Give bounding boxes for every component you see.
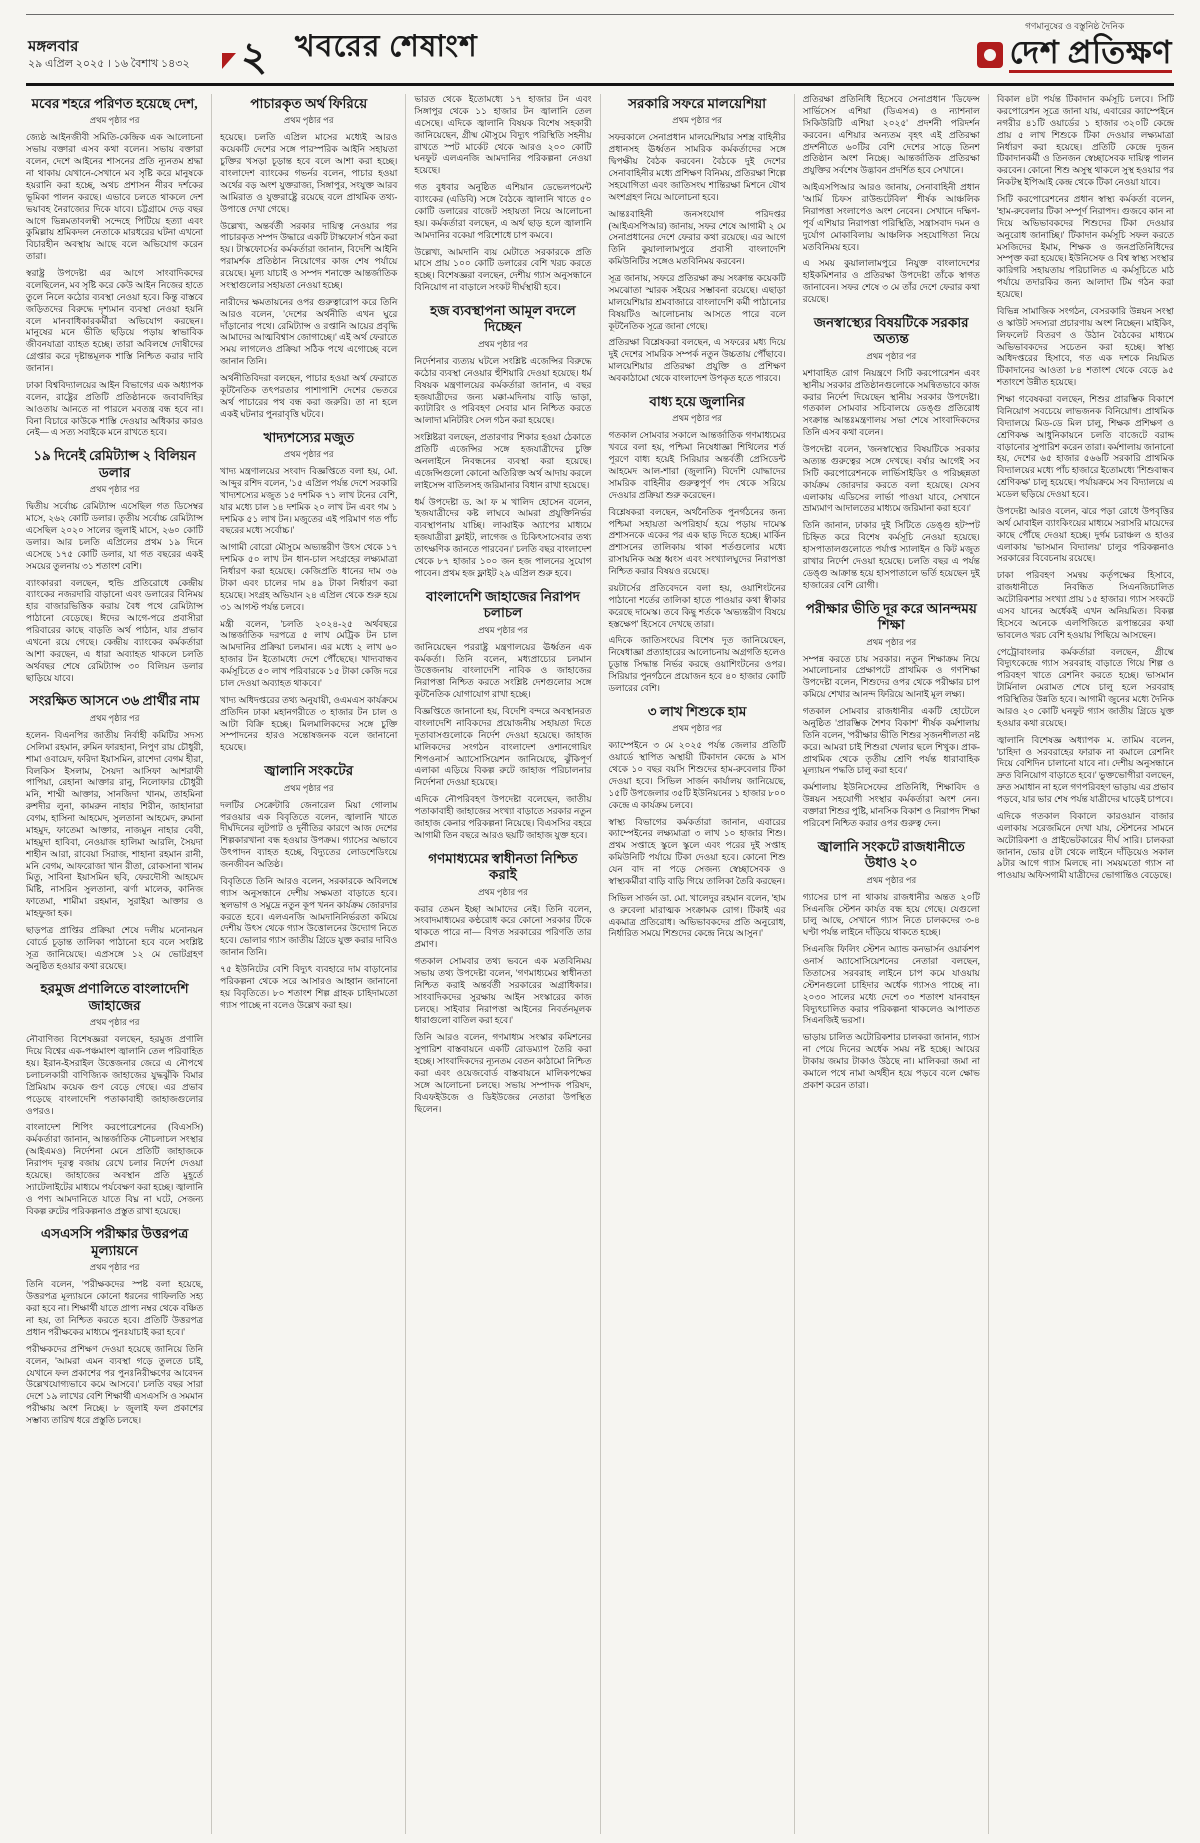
article-paragraph: আইএসপিআর আরও জানায়, সেনাবাহিনী প্রধান 'আর্মি চিফস রাউন্ডটেবিল' শীর্ষক আঞ্চলিক নিরাপত্তা সংলাপেও অংশ নেবেন। সেখানে দক্ষিণ-পূর্ব এশিয়ার নিরাপত্তা পরিস্থিতি, সন্ত্রাসবাদ দমন ও দুর্যোগ মোকাবিলায় আঞ্চলিক সহযোগিতা নিয়ে মতবিনিময় হবে। [802, 182, 980, 252]
article-headline: খাদ্যশস্যের মজুত [263, 429, 355, 445]
article-paragraph: জ্বালানি বিশেষজ্ঞ অধ্যাপক ম. তামিম বলেন, 'চাহিদা ও সরবরাহের ফারাক না কমালে রেশনিং দিয়ে বেশিদিন চালানো যাবে না। দেশীয় অনুসন্ধানে দ্রুত বিনিয়োগ বাড়াতে হবে।' ভুক্তভোগীরা বলছেন, দ্রুত সমাধান না হলে গণপরিবহণ ভাড়ায় এর প্রভাব পড়বে, যার ভার শেষ পর্যন্ত যাত্রীদের ঘাড়েই চাপবে। [996, 734, 1174, 804]
page-number-block [222, 34, 268, 79]
article-headline: জ্বালানি সংকটে রাজধানীতে উধাও ২০ [817, 838, 965, 871]
continued-from-label: প্রথম পৃষ্ঠার পর [89, 484, 140, 495]
article-headline: গণমাধ্যমের স্বাধীনতা নিশ্চিত করাই [428, 850, 578, 883]
article-paragraph: খাদ্য অধিদপ্তরের তথ্য অনুযায়ী, ওএমএস কার্যক্রমে প্রতিদিন ঢাকা মহানগরীতে ৩ হাজার টন চাল ও আটা বিক্রি হচ্ছে। মিলমালিকদের সঙ্গে চুক্তি সম্পাদনের হারও সন্তোষজনক বলে জানানো হয়েছে। [220, 694, 398, 753]
continued-from-label: প্রথম পৃষ্ঠার পর [89, 712, 140, 723]
article-paragraph: উপদেষ্টা বলেন, 'জনস্বাস্থ্যের বিষয়টিকে সরকার অত্যন্ত গুরুত্বের সঙ্গে দেখছে। বর্ষার আগেই সব সিটি করপোরেশনকে লার্ভিসাইডিং ও পরিচ্ছন্নতা কার্যক্রম জোরদার করতে বলা হয়েছে। যেসব এলাকায় এডিসের লার্ভা পাওয়া যাবে, সেখানে ভ্রাম্যমাণ আদালতের মাধ্যমে জরিমানা করা হবে।' [802, 444, 980, 514]
article-paragraph: এদিকে জাতিসংঘের বিশেষ দূত জানিয়েছেন, নিষেধাজ্ঞা প্রত্যাহারের আলোচনায় অগ্রগতি হলেও চূড়ান্ত সিদ্ধান্ত নির্ভর করছে ওয়াশিংটনের ওপর। সিরিয়ার পুনর্গঠনে প্রয়োজন হবে ৪০ হাজার কোটি ডলারের বেশি। [608, 635, 786, 693]
article-paragraph: ৭৫ ইউনিটের বেশি বিদ্যুৎ ব্যবহারে দাম বাড়ানোর পরিকল্পনা থেকে সরে আসারও আহ্বান জানানো হয় বিবৃতিতে। ৮০ শতাংশ শিল্প গ্রাহক চাহিদামতো গ্যাস পাচ্ছে না বলেও উল্লেখ করা হয়। [220, 964, 398, 1010]
article-paragraph: গত বুধবার অনুষ্ঠিত এশিয়ান ডেভেলপমেন্ট ব্যাংকের (এডিবি) সঙ্গে বৈঠকে জ্বালানি খাতে ৫০ কোটি ডলারের বাজেট সহায়তা নিয়ে আলোচনা হয়। কর্মকর্তারা বলছেন, এ অর্থ ছাড় হলে জ্বালানি আমদানির বকেয়া পরিশোধে চাপ কমবে। [414, 182, 592, 240]
article-paragraph: গ্যাসের চাপ না থাকায় রাজধানীর অন্তত ২০টি সিএনজি স্টেশন কার্যত বন্ধ হয়ে গেছে। যেগুলো চালু আছে, সেখানে গ্যাস নিতে চালকদের ৩-৪ ঘণ্টা পর্যন্ত লাইনে দাঁড়িয়ে থাকতে হচ্ছে। [802, 891, 980, 938]
article-paragraph: সিভিল সার্জন ডা. মো. খালেদুর রহমান বলেন, 'হাম ও রুবেলা মারাত্মক সংক্রামক রোগ। টিকাই এর একমাত্র প্রতিরোধ। অভিভাবকদের প্রতি অনুরোধ, নির্ধারিত সময়ে শিশুদের কেন্দ্রে নিয়ে আসুন।' [608, 892, 786, 939]
article-paragraph: সফরকালে সেনাপ্রধান মালয়েশিয়ার সশস্ত্র বাহিনীর প্রধানসহ ঊর্ধ্বতন সামরিক কর্মকর্তাদের সঙ্গে দ্বিপক্ষীয় বৈঠক করবেন। বৈঠকে দুই দেশের সেনাবাহিনীর মধ্যে প্রশিক্ষণ বিনিময়, প্রতিরক্ষা শিল্পে সহযোগিতা এবং জাতিসংঘ শান্তিরক্ষা মিশনে যৌথ অংশগ্রহণ নিয়ে আলোচনা হবে। [608, 132, 786, 202]
article-headline: মবের শহরে পরিণত হয়েছে দেশ, [31, 96, 198, 111]
columns-area [26, 94, 1174, 1834]
article-paragraph: আগামী বোরো মৌসুমে অভ্যন্তরীণ উৎস থেকে ১৭ দশমিক ৫০ লাখ টন ধান-চাল সংগ্রহের লক্ষ্যমাত্রা নির্ধারণ করা হয়েছে। কেজিপ্রতি ধানের দাম ৩৬ টাকা এবং চালের দাম ৪৯ টাকা নির্ধারণ করা হয়েছে। সংগ্রহ অভিযান ২৪ এপ্রিল থেকে শুরু হয়ে ৩১ আগস্ট পর্যন্ত চলবে। [220, 542, 398, 612]
date-block [28, 39, 198, 75]
article-paragraph: এদিকে নৌপরিবহণ উপদেষ্টা বলেছেন, জাতীয় পতাকাবাহী জাহাজের সংখ্যা বাড়াতে সরকার নতুন জাহাজ কেনার পরিকল্পনা নিয়েছে। বিএসসির বহরে আগামী তিন বছরে আরও ছয়টি জাহাজ যুক্ত হবে। [414, 794, 592, 840]
page-number: ২ [241, 34, 268, 79]
continued-from-label: প্রথম পৃষ্ঠার পর [866, 636, 917, 647]
continued-from-label: প্রথম পৃষ্ঠার পর [478, 338, 528, 349]
masthead-tagline: গণমানুষের ও বস্তুনিষ্ঠ দৈনিক [1025, 21, 1125, 32]
article-paragraph: সিটি করপোরেশনের প্রধান স্বাস্থ্য কর্মকর্তা বলেন, 'হাম-রুবেলার টিকা সম্পূর্ণ নিরাপদ। গুজবে কান না দিয়ে অভিভাবকদের শিশুদের টিকা দেওয়ার অনুরোধ জানাচ্ছি।' টিকাদান কর্মসূচি সফল করতে মসজিদের ইমাম, শিক্ষক ও জনপ্রতিনিধিদের সম্পৃক্ত করা হয়েছে। ইউনিসেফ ও বিশ্ব স্বাস্থ্য সংস্থার কারিগরি সহায়তায় পরিচালিত এ কর্মসূচিতে মাঠ পর্যায়ে তদারকির জন্য আলাদা টিম গঠন করা হয়েছে। [996, 194, 1174, 299]
masthead-logo-row [977, 36, 1172, 73]
article-paragraph: সিএনজি ফিলিং স্টেশন অ্যান্ড কনভার্সন ওয়ার্কশপ ওনার্স অ্যাসোসিয়েশনের নেতারা বলছেন, তিতাসের সরবরাহ লাইনে চাপ কমে যাওয়ায় স্টেশনগুলো চাহিদার অর্ধেক গ্যাসও পাচ্ছে না। ২০৩০ সালের মধ্যে দেশে ৩০ শতাংশ যানবাহন বিদ্যুৎচালিত করার পরিকল্পনা থাকলেও আপাতত সিএনজিই ভরসা। [802, 944, 980, 1026]
article-paragraph: জ্যেষ্ঠ আইনজীবী সমিতি-কেন্দ্রিক এক আলোচনা সভায় বক্তারা এসব কথা বলেন। সভায় বক্তারা বলেন, দেশে আইনের শাসনের প্রতি ন্যূনতম শ্রদ্ধা না থাকায় যেখানে-সেখানে মব সৃষ্টি করে মানুষকে হয়রানি করা হচ্ছে, অথচ প্রশাসন নীরব দর্শকের ভূমিকা পালন করছে। এভাবে চলতে থাকলে দেশ ভয়াবহ নৈরাজ্যের দিকে যাবে। চট্টগ্রামে দেড় বছর আগে ভিন্নমতাবলম্বী সন্দেহে পিটিয়ে হত্যা এবং কুমিল্লায় শ্রমিকদল নেতাকে মারধরের ঘটনা এখনো বিচারহীন অবস্থায় আছে বলে অভিযোগ করেন তারা। [26, 132, 204, 262]
page-header [26, 14, 1174, 86]
article-paragraph: ক্যাম্পেইনে ৩ মে ২০২৫ পর্যন্ত জেলার প্রতিটি ওয়ার্ডে স্থাপিত অস্থায়ী টিকাদান কেন্দ্রে ৯ মাস থেকে ১০ বছর বয়সি শিশুদের হাম-রুবেলার টিকা দেওয়া হবে। সিভিল সার্জন কার্যালয় জানিয়েছে, ১৫টি উপজেলার ৩৫টি ইউনিয়নের ১ হাজার ৮০০ কেন্দ্রে এ কার্যক্রম চলবে। [608, 740, 786, 810]
article-headline: ১৯ দিনেই রেমিট্যান্স ২ বিলিয়ন ডলার [33, 448, 196, 480]
article-paragraph: করার তেমন ইচ্ছা আমাদের নেই। তিনি বলেন, সংবাদমাধ্যমের কণ্ঠরোধ করে কোনো সরকার টিকে থাকতে পারে না— বিগত সরকারের পরিণতি তার প্রমাণ। [414, 903, 592, 950]
article-paragraph: শিক্ষা গবেষকরা বলছেন, শিশুর প্রারম্ভিক বিকাশে বিনিয়োগ সবচেয়ে লাভজনক বিনিয়োগ। প্রাথমিক বিদ্যালয়ে মিড-ডে মিল চালু, শিক্ষক প্রশিক্ষণ ও শ্রেণিকক্ষ আধুনিকায়নে চলতি বাজেটে বরাদ্দ বাড়ানোর সুপারিশ করেন তারা। কর্মশালায় জানানো হয়, দেশের ৬৫ হাজার ৫৬৬টি সরকারি প্রাথমিক বিদ্যালয়ের মধ্যে পাঁচ হাজারে ইতোমধ্যে 'শিশুবান্ধব শ্রেণিকক্ষ' চালু হয়েছে। পর্যায়ক্রমে সব বিদ্যালয়ে এ মডেল ছড়িয়ে দেওয়া হবে। [996, 394, 1174, 499]
newspaper-column-2 [211, 94, 405, 1834]
article-paragraph: দলটির সেক্রেটারি জেনারেল মিয়া গোলাম পরওয়ার এক বিবৃতিতে বলেন, জ্বালানি খাতে দীর্ঘদিনের লুটপাট ও দুর্নীতির কারণে আজ দেশের শিল্পকারখানা বন্ধ হওয়ার উপক্রম। গ্যাসের অভাবে উৎপাদন ব্যাহত হচ্ছে, বিদ্যুতের লোডশেডিংয়ে জনজীবন অতিষ্ঠ। [220, 799, 398, 870]
article-paragraph: পেট্রোবাংলার কর্মকর্তারা বলছেন, গ্রীষ্মে বিদ্যুৎকেন্দ্রে গ্যাস সরবরাহ বাড়াতে গিয়ে শিল্প ও পরিবহণ খাতে রেশনিং করতে হচ্ছে। ভাসমান টার্মিনাল মেরামত শেষে চালু হলে সরবরাহ পরিস্থিতির উন্নতি হবে। আগামী জুনের মধ্যে দৈনিক আরও ২০ কোটি ঘনফুট গ্যাস জাতীয় গ্রিডে যুক্ত হওয়ার কথা রয়েছে। [996, 646, 1174, 728]
article-paragraph: বাংলাদেশ শিপিং করপোরেশনের (বিএসসি) কর্মকর্তারা জানান, আন্তর্জাতিক নৌচলাচল সংস্থার (আইএমও) নির্দেশনা মেনে প্রতিটি জাহাজকে নিরাপদ দূরত্ব বজায় রেখে চলার নির্দেশ দেওয়া হয়েছে। জাহাজের অবস্থান প্রতি মুহূর্তে স্যাটেলাইটের মাধ্যমে পর্যবেক্ষণ করা হচ্ছে। জ্বালানি ও পণ্য আমদানিতে যাতে বিঘ্ন না ঘটে, সেজন্য বিকল্প রুটের পরিকল্পনাও প্রস্তুত রাখা হয়েছে। [26, 1122, 204, 1216]
article-headline: জ্বালানি সংকটের [264, 763, 354, 779]
article-headline: জনস্বাস্থ্যের বিষয়টিকে সরকার অত্যন্ত [813, 314, 969, 347]
article-paragraph: জানিয়েছেন পররাষ্ট্র মন্ত্রণালয়ের ঊর্ধ্বতন এক কর্মকর্তা। তিনি বলেন, মধ্যপ্রাচ্যের চলমান উত্তেজনায় বাংলাদেশি নাবিক ও জাহাজের নিরাপত্তা নিশ্চিত করতে সংশ্লিষ্ট দেশগুলোর সঙ্গে কূটনৈতিক যোগাযোগ রাখা হচ্ছে। [414, 641, 592, 700]
article-paragraph: অর্থনীতিবিদরা বলছেন, পাচার হওয়া অর্থ ফেরাতে কূটনৈতিক তৎপরতার পাশাপাশি দেশের ভেতরে অর্থ পাচারের পথ বন্ধ করা জরুরি। তা না হলে একই ঘটনার পুনরাবৃত্তি ঘটবে। [220, 373, 398, 419]
article-paragraph: হলেন- বিএনপির জাতীয় নির্বাহী কমিটির সদস্য সেলিমা রহমান, রুমিন ফারহানা, নিপুণ রায় চৌধুরী, শামা ওবায়েদ, ফরিদা ইয়াসমিন, রাশেদা বেগম হীরা, বিলকিস ইসলাম, সৈয়দা আসিফা আশরাফী পাপিয়া, রেহানা আক্তার রানু, নিলোফার চৌধুরী মনি, শাম্মী আক্তার, সানজিদা খানম, তাহমিনা রুশদীর লুনা, কামরুন নাহার শিরীন, জাহানারা বেগম, হাসিনা আহমেদ, সুলতানা আহমেদ, রুমানা মাহমুদ, ফাতেমা আক্তার, নাজমুন নাহার বেবী, মাহমুদা হাবিবা, নেওয়াজ হালিমা আরলি, সৈয়দা শাহীন আরা, রাবেয়া সিরাজ, শাহানা রহমান রানী, মনি বেগম, আফরোজা খান রীতা, রোকসানা খানম মিতু, সাবিনা ইয়াসমিন ছবি, ফেরদৌসী আহমেদ মিষ্টি, নাসরিন সুলতানা, ঝর্ণা মালেক, কানিজ ফাতেমা, শামীমা রহমান, সুরাইয়া আক্তার ও মাহফুজা হক। [26, 729, 204, 918]
article-paragraph: উল্লেখ্য, আমদানি ব্যয় মেটাতে সরকারকে প্রতি মাসে প্রায় ১০০ কোটি ডলারের বেশি খরচ করতে হচ্ছে। বিশেষজ্ঞরা বলছেন, দেশীয় গ্যাস অনুসন্ধানে বিনিয়োগ না বাড়ালে সংকট দীর্ঘস্থায়ী হবে। [414, 246, 592, 293]
weekday-label: মঙ্গলবার [28, 39, 79, 56]
newspaper-name: দেশ প্রতিক্ষণ [1009, 36, 1172, 73]
continued-from-label: প্রথম পৃষ্ঠার পর [89, 1262, 140, 1273]
article-paragraph: তিনি আরও বলেন, গণমাধ্যম সংস্কার কমিশনের সুপারিশ বাস্তবায়নে একটি রোডম্যাপ তৈরি করা হচ্ছে। সাংবাদিকদের ন্যূনতম বেতন কাঠামো নিশ্চিত করা এবং ওয়েজবোর্ড বাস্তবায়নে মালিকপক্ষের সঙ্গে আলোচনা চলছে। সভায় সম্পাদক পরিষদ, বিএফইউজে ও ডিইউজের নেতারা উপস্থিত ছিলেন। [414, 1032, 592, 1114]
article-paragraph: বিশ্লেষকরা বলছেন, অর্থনৈতিক পুনর্গঠনের জন্য পশ্চিমা সহায়তা অপরিহার্য হয়ে পড়ায় দামেস্ক প্রশাসনকে একের পর এক ছাড় দিতে হচ্ছে। মার্কিন প্রশাসনের তালিকায় থাকা শর্তগুলোর মধ্যে রাসায়নিক অস্ত্র ধ্বংস এবং সংখ্যালঘুদের নিরাপত্তা নিশ্চিত করার বিষয়ও রয়েছে। [608, 506, 786, 577]
article-paragraph: মন্ত্রী বলেন, 'চলতি ২০২৪-২৫ অর্থবছরে আন্তর্জাতিক দরপত্রে ৫ লাখ মেট্রিক টন চাল আমদানির প্রক্রিয়া চলমান। এর মধ্যে ২ লাখ ৬০ হাজার টন ইতোমধ্যে দেশে পৌঁছেছে। খাদ্যবান্ধব কর্মসূচিতে ৫০ লাখ পরিবারকে ১৫ টাকা কেজি দরে চাল দেওয়া অব্যাহত থাকবে।' [220, 618, 398, 688]
article-paragraph: গতকাল সোমবার তথ্য ভবনে এক মতবিনিময় সভায় তথ্য উপদেষ্টা বলেন, 'গণমাধ্যমের স্বাধীনতা নিশ্চিত করাই অন্তর্বর্তী সরকারের অগ্রাধিকার। সাংবাদিকদের সুরক্ষায় আইন সংস্কারের কাজ চলছে। সাইবার নিরাপত্তা আইনের নিবর্তনমূলক ধারাগুলো বাতিল করা হবে।' [414, 956, 592, 1026]
newspaper-column-4 [600, 94, 794, 1834]
article-paragraph: ভারত থেকে ইতোমধ্যে ১৭ হাজার টন এবং সিঙ্গাপুর থেকে ১১ হাজার টন জ্বালানি তেল এসেছে। এদিকে জ্বালানি বিষয়ক বিশেষ সহকারী জানিয়েছেন, গ্রীষ্ম মৌসুমে বিদ্যুৎ পরিস্থিতি সহনীয় রাখতে স্পট মার্কেট থেকে আরও ২০০ কোটি ঘনফুট এলএনজি আমদানির পরিকল্পনা নেওয়া হয়েছে। [414, 94, 592, 176]
article-paragraph: বিকাল ৪টা পর্যন্ত টিকাদান কর্মসূচি চলবে। সিটি করপোরেশন সূত্রে জানা যায়, এবারের ক্যাম্পেইনে নগরীর ৪১টি ওয়ার্ডের ১ হাজার ৩২০টি কেন্দ্রে প্রায় ৫ লাখ শিশুকে টিকা দেওয়ার লক্ষ্যমাত্রা নির্ধারণ করা হয়েছে। প্রতিটি কেন্দ্রে দুজন টিকাদানকর্মী ও তিনজন স্বেচ্ছাসেবক দায়িত্ব পালন করবেন। কোনো শিশু অসুস্থ থাকলে সুস্থ হওয়ার পর নিকটস্থ ইপিআই কেন্দ্র থেকে টিকা নেওয়া যাবে। [996, 94, 1174, 188]
continued-from-label: প্রথম পৃষ্ঠার পর [478, 886, 528, 897]
article-paragraph: নারীদের ক্ষমতায়নের ওপর গুরুত্বারোপ করে তিনি আরও বলেন, 'দেশের অর্থনীতি এখন ঘুরে দাঁড়ানোর পথে। রেমিট্যান্স ও রপ্তানি আয়ের প্রবৃদ্ধি আমাদের আত্মবিশ্বাস জোগাচ্ছে।' এই অর্থ ফেরাতে সময় লাগলেও প্রক্রিয়া সঠিক পথে এগোচ্ছে বলে জানান তিনি। [220, 296, 398, 367]
date-label: ২৯ এপ্রিল ২০২৫ । ১৬ বৈশাখ ১৪৩২ [28, 58, 190, 71]
article-paragraph: ব্যাংকাররা বলছেন, হুন্ডি প্রতিরোধে কেন্দ্রীয় ব্যাংকের নজরদারি বাড়ানো এবং ডলারের বিনিময় হার বাজারভিত্তিক করায় বৈধ পথে রেমিট্যান্স পাঠানো বেড়েছে। ঈদের আগে-পরে প্রবাসীরা পরিবারের কাছে বাড়তি অর্থ পাঠান, যার প্রভাব এখনো রয়ে গেছে। কেন্দ্রীয় ব্যাংকের কর্মকর্তারা আশা করছেন, এ ধারা অব্যাহত থাকলে চলতি অর্থবছর শেষে রেমিট্যান্স ৩০ বিলিয়ন ডলার ছাড়িয়ে যাবে। [26, 577, 204, 683]
article-headline: হরমুজ প্রণালিতে বাংলাদেশি জাহাজের [40, 981, 189, 1013]
article-paragraph: স্বরাষ্ট্র উপদেষ্টা এর আগে সাংবাদিকদের বলেছিলেন, মব সৃষ্টি করে কেউ আইন নিজের হাতে তুলে নিলে কঠোর ব্যবস্থা নেওয়া হবে। কিন্তু বাস্তবে জড়িতদের বিরুদ্ধে দৃশ্যমান ব্যবস্থা নেওয়া হয়নি বলে মানবাধিকারকর্মীরা অভিযোগ করছেন। মানুষের মনে ভীতি ছড়িয়ে পড়ায় স্বাভাবিক জীবনযাত্রা ব্যাহত হচ্ছে। তারা অবিলম্বে দোষীদের গ্রেপ্তার করে দৃষ্টান্তমূলক শাস্তি নিশ্চিত করার দাবি জানান। [26, 268, 204, 374]
article-paragraph: গতকাল সোমবার সকালে আন্তর্জাতিক গণমাধ্যমের খবরে বলা হয়, পশ্চিমা নিষেধাজ্ঞা শিথিলের শর্ত পূরণে বাধ্য হয়েই সিরিয়ার অন্তর্বর্তী প্রেসিডেন্ট আহমেদ আল-শারা (জুলানি) বিদেশি যোদ্ধাদের সামরিক বাহিনীর গুরুত্বপূর্ণ পদ থেকে সরিয়ে দেওয়ার প্রক্রিয়া শুরু করেছেন। [608, 430, 786, 500]
continued-from-label: প্রথম পৃষ্ঠার পর [672, 723, 722, 734]
continued-from-label: প্রথম পৃষ্ঠার পর [478, 624, 528, 635]
continued-from-label: প্রথম পৃষ্ঠার পর [89, 115, 140, 126]
continued-from-label: প্রথম পৃষ্ঠার পর [283, 115, 334, 126]
article-headline: হজ ব্যবস্থাপনা আমূল বদলে দিচ্ছেন [430, 303, 576, 335]
continued-from-label: প্রথম পৃষ্ঠার পর [866, 350, 917, 361]
continued-from-label: প্রথম পৃষ্ঠার পর [283, 449, 334, 460]
article-paragraph: উপদেষ্টা আরও বলেন, ঝরে পড়া রোধে উপবৃত্তির অর্থ মোবাইল ব্যাংকিংয়ের মাধ্যমে সরাসরি মায়েদের কাছে পৌঁছে দেওয়া হচ্ছে। দুর্গম চরাঞ্চল ও হাওর এলাকায় 'ভাসমান বিদ্যালয়' চালুর পরিকল্পনাও সরকারের বিবেচনায় রয়েছে। [996, 505, 1174, 564]
article-paragraph: মশাবাহিত রোগ নিয়ন্ত্রণে সিটি করপোরেশন এবং স্থানীয় সরকার প্রতিষ্ঠানগুলোকে সমন্বিতভাবে কাজ করার নির্দেশ দিয়েছেন স্থানীয় সরকার উপদেষ্টা। গতকাল সোমবার সচিবালয়ে ডেঙ্গু প্রতিরোধ সংক্রান্ত আন্তঃমন্ত্রণালয় সভা শেষে সাংবাদিকদের তিনি এসব কথা বলেন। [802, 367, 980, 438]
article-paragraph: খাদ্য মন্ত্রণালয়ের সংবাদ বিজ্ঞপ্তিতে বলা হয়, মো. আব্দুর রশিদ বলেন, '১৫ এপ্রিল পর্যন্ত দেশে সরকারি খাদ্যশস্যের মজুত ১৫ দশমিক ৭১ লাখ টনের বেশি, যার মধ্যে চাল ১৪ দশমিক ২০ লাখ টন এবং গম ১ দশমিক ৫১ লাখ টন। মজুতের এই পরিমাণ গত পাঁচ বছরের মধ্যে সর্বোচ্চ।' [220, 466, 398, 536]
article-paragraph: দ্বিতীয় সর্বোচ্চ রেমিট্যান্স এসেছিল গত ডিসেম্বর মাসে, ২৬২ কোটি ডলার। তৃতীয় সর্বোচ্চ রেমিট্যান্স এসেছিল ২০২০ সালের জুলাই মাসে, ২৬০ কোটি ডলার। আর চলতি এপ্রিলের প্রথম ১৯ দিনে এসেছে ১৭৫ কোটি ডলার, যা গত বছরের একই সময়ের তুলনায় ৩১ শতাংশ বেশি। [26, 501, 204, 571]
article-paragraph: নৌবাণিজ্য বিশেষজ্ঞরা বলছেন, হরমুজ প্রণালি দিয়ে বিশ্বের এক-পঞ্চমাংশ জ্বালানি তেল পরিবাহিত হয়। ইরান-ইসরাইল উত্তেজনার জেরে এ নৌপথে চলাচলকারী বাণিজ্যিক জাহাজের যুদ্ধঝুঁকি বিমার প্রিমিয়াম কয়েক গুণ বেড়ে গেছে। এর প্রভাব পড়েছে বাংলাদেশি পতাকাবাহী জাহাজগুলোর ওপরও। [26, 1034, 204, 1116]
article-paragraph: ছাড়পত্র প্রাপ্তির প্রক্রিয়া শেষে দলীয় মনোনয়ন বোর্ডে চূড়ান্ত তালিকা পাঠানো হবে বলে সংশ্লিষ্ট সূত্র জানিয়েছে। এপ্রসঙ্গে ১২ মে ভোটগ্রহণ অনুষ্ঠিত হওয়ার কথা রয়েছে। [26, 924, 204, 971]
article-paragraph: প্রতিরক্ষা বিশ্লেষকরা বলছেন, এ সফরের মধ্য দিয়ে দুই দেশের সামরিক সম্পর্ক নতুন উচ্চতায় পৌঁছাবে। মালয়েশিয়ার প্রতিরক্ষা প্রযুক্তি ও প্রশিক্ষণ অবকাঠামো থেকে বাংলাদেশ উপকৃত হতে পারবে। [608, 337, 786, 384]
continued-from-label: প্রথম পৃষ্ঠার পর [672, 115, 722, 126]
article-headline: ৩ লাখ শিশুকে হাম [647, 703, 747, 719]
article-paragraph: কর্মশালায় ইউনিসেফের প্রতিনিধি, শিক্ষাবিদ ও উন্নয়ন সহযোগী সংস্থার কর্মকর্তারা অংশ নেন। বক্তারা শিশুর পুষ্টি, মানসিক বিকাশ ও নিরাপদ শিক্ষা পরিবেশ নিশ্চিত করার ওপর গুরুত্ব দেন। [802, 782, 980, 828]
article-paragraph: স্বাস্থ্য বিভাগের কর্মকর্তারা জানান, এবারের ক্যাম্পেইনের লক্ষ্যমাত্রা ৩ লাখ ১০ হাজার শিশু। প্রথম সপ্তাহে স্কুলে স্কুলে এবং পরের দুই সপ্তাহ কমিউনিটি পর্যায়ে টিকা দেওয়া হবে। কোনো শিশু যেন বাদ না পড়ে সেজন্য স্বেচ্ছাসেবক ও স্বাস্থ্যকর্মীরা বাড়ি বাড়ি গিয়ে তালিকা তৈরি করছেন। [608, 816, 786, 886]
article-paragraph: নির্দেশনার ব্যত্যয় ঘটলে সংশ্লিষ্ট এজেন্সির বিরুদ্ধে কঠোর ব্যবস্থা নেওয়ার হুঁশিয়ারি দেওয়া হয়েছে। ধর্ম বিষয়ক মন্ত্রণালয়ের কর্মকর্তারা জানান, এ বছর হজযাত্রীদের জন্য মক্কা-মদিনায় বাড়ি ভাড়া, ক্যাটারিং ও পরিবহণ সেবার মান নিশ্চিত করতে আলাদা মনিটরিং সেল গঠন করা হয়েছে। [414, 355, 592, 426]
article-headline: পরীক্ষার ভীতি দূর করে আনন্দময় শিক্ষা [805, 600, 977, 633]
newspaper-column-5 [794, 94, 988, 1834]
article-headline: পাচারকৃত অর্থ ফিরিয়ে [250, 96, 368, 111]
continued-from-label: প্রথম পৃষ্ঠার পর [89, 1017, 140, 1028]
article-paragraph: এদিকে গতকাল বিকালে কারওয়ান বাজার এলাকায় সরেজমিনে দেখা যায়, স্টেশনের সামনে অটোরিকশা ও প্রাইভেটকারের দীর্ঘ সারি। চালকরা জানান, ভোর ৫টা থেকে লাইনে দাঁড়িয়েও সকাল ৯টার আগে গ্যাস মিলছে না। সময়মতো গ্যাস না পাওয়ায় অফিসগামী যাত্রীদের ভোগান্তিও বেড়েছে। [996, 810, 1174, 881]
article-paragraph: বিজ্ঞপ্তিতে জানানো হয়, বিদেশি বন্দরে অবস্থানরত বাংলাদেশি নাবিকদের প্রয়োজনীয় সহায়তা দিতে দূতাবাসগুলোকে নির্দেশ দেওয়া হয়েছে। জাহাজ মালিকদের সংগঠন বাংলাদেশ ওশানগোয়িং শিপওনার্স অ্যাসোসিয়েশন জানিয়েছে, ঝুঁকিপূর্ণ এলাকা এড়িয়ে বিকল্প রুটে জাহাজ পরিচালনার নির্দেশনা দেওয়া হয়েছে। [414, 706, 592, 788]
article-paragraph: সম্পন্ন করতে চায় সরকার। নতুন শিক্ষাক্রম নিয়ে সমালোচনার প্রেক্ষাপটে প্রাথমিক ও গণশিক্ষা উপদেষ্টা বলেন, শিশুদের ওপর থেকে পরীক্ষার চাপ কমিয়ে শেখার আনন্দ ফিরিয়ে আনাই মূল লক্ষ্য। [802, 653, 980, 700]
article-paragraph: বিভিন্ন সামাজিক সংগঠন, বেসরকারি উন্নয়ন সংস্থা ও স্কাউট সদস্যরা প্রচারণায় অংশ নিচ্ছেন। মাইকিং, লিফলেট বিতরণ ও উঠান বৈঠকের মাধ্যমে অভিভাবকদের সচেতন করা হচ্ছে। স্বাস্থ্য অধিদপ্তরের হিসাবে, গত এক দশকে নিয়মিত টিকাদানের আওতা ৮৪ শতাংশ থেকে বেড়ে ৯৫ শতাংশে উন্নীত হয়েছে। [996, 305, 1174, 388]
article-headline: সংরক্ষিত আসনে ৩৬ প্রার্থীর নাম [29, 693, 200, 709]
article-paragraph: আন্তঃবাহিনী জনসংযোগ পরিদপ্তর (আইএসপিআর) জানায়, সফর শেষে আগামী ২ মে সেনাপ্রধানের দেশে ফেরার কথা রয়েছে। এর আগে তিনি কুয়ালালামপুরে প্রবাসী বাংলাদেশি কমিউনিটির সঙ্গেও মতবিনিময় করবেন। [608, 208, 786, 267]
newspaper-column-3 [405, 94, 599, 1834]
continued-from-label: প্রথম পৃষ্ঠার পর [283, 782, 334, 793]
article-paragraph: পরীক্ষকদের প্রশিক্ষণ দেওয়া হয়েছে জানিয়ে তিনি বলেন, 'আমরা এমন ব্যবস্থা গড়ে তুলতে চাই, যেখানে ফল প্রকাশের পর পুনঃনিরীক্ষণের আবেদন উল্লেখযোগ্যভাবে কমে আসবে।' চলতি বছর সারা দেশে ১৯ লাখের বেশি শিক্ষার্থী এসএসসি ও সমমান পরীক্ষায় অংশ নিচ্ছে। ৮ জুলাই ফল প্রকাশের সম্ভাব্য তারিখ ধরে প্রস্তুতি চলছে। [26, 1343, 204, 1425]
continued-from-label: প্রথম পৃষ্ঠার পর [866, 874, 917, 885]
article-headline: বাংলাদেশি জাহাজের নিরাপদ চলাচল [426, 588, 580, 621]
article-paragraph: গতকাল সোমবার রাজধানীর একটি হোটেলে অনুষ্ঠিত 'প্রারম্ভিক শৈশব বিকাশ' শীর্ষক কর্মশালায় তিনি বলেন, 'পরীক্ষার ভীতি শিশুর সৃজনশীলতা নষ্ট করে। আমরা চাই শিশুরা খেলার ছলে শিখুক। প্রাক-প্রাথমিক থেকে তৃতীয় শ্রেণি পর্যন্ত ধারাবাহিক মূল্যায়ন পদ্ধতি চালু করা হবে।' [802, 706, 980, 776]
article-paragraph: ঢাকা পরিবহণ সমন্বয় কর্তৃপক্ষের হিসাবে, রাজধানীতে নিবন্ধিত সিএনজিচালিত অটোরিকশার সংখ্যা প্রায় ১৫ হাজার। গ্যাস সংকটে এসব যানের অর্ধেকই এখন অনিয়মিত। বিকল্প হিসেবে অনেকে এলপিজিতে রূপান্তরের কথা ভাবলেও খরচ বেশি হওয়ায় পিছিয়ে আসছেন। [996, 570, 1174, 640]
newspaper-column-1 [26, 94, 211, 1834]
pennant-ornament-icon [222, 53, 236, 69]
masthead-block [977, 19, 1172, 75]
article-paragraph: ধর্ম উপদেষ্টা ড. আ ফ ম খালিদ হোসেন বলেন, 'হজযাত্রীদের কষ্ট লাঘবে আমরা প্রযুক্তিনির্ভর ব্যবস্থাপনায় যাচ্ছি। লাব্বাইক অ্যাপের মাধ্যমে হজযাত্রীরা ফ্লাইট, লাগেজ ও চিকিৎসাসেবার তথ্য তাৎক্ষণিক জানতে পারবেন।' চলতি বছর বাংলাদেশ থেকে ৮৭ হাজার ১০০ জন হজ পালনের সুযোগ পাবেন। প্রথম হজ ফ্লাইট ২৯ এপ্রিল শুরু হবে। [414, 496, 592, 578]
article-paragraph: উল্লেখ্য, অন্তর্বর্তী সরকার দায়িত্ব নেওয়ার পর পাচারকৃত সম্পদ উদ্ধারে একটি টাস্কফোর্স গঠন করা হয়। টাস্কফোর্সের কর্মকর্তারা জানান, বিদেশি আইনি পরামর্শক প্রতিষ্ঠান নিয়োগের কাজ শেষ পর্যায়ে রয়েছে। মূল্য যাচাই ও সম্পদ শনাক্তে আন্তর্জাতিক সংস্থাগুলোর সহায়তা নেওয়া হচ্ছে। [220, 220, 398, 290]
article-headline: সরকারি সফরে মালয়েশিয়া [628, 96, 767, 111]
article-paragraph: ভাড়ায় চালিত অটোরিকশার চালকরা জানান, গ্যাস না পেয়ে দিনের অর্ধেক সময় নষ্ট হচ্ছে। আয়ের টাকায় জমার টাকাও উঠছে না। মালিকরা জমা না কমালে পথে নামা অর্থহীন হয়ে পড়বে বলে ক্ষোভ প্রকাশ করেন তারা। [802, 1032, 980, 1090]
newspaper-column-6 [988, 94, 1174, 1834]
article-paragraph: তিনি জানান, ঢাকার দুই সিটিতে ডেঙ্গু হটস্পট চিহ্নিত করে বিশেষ কর্মসূচি নেওয়া হয়েছে। হাসপাতালগুলোতে পর্যাপ্ত স্যালাইন ও কিট মজুত রাখার নির্দেশ দেওয়া হয়েছে। চলতি বছর এ পর্যন্ত ডেঙ্গু আক্রান্ত হয়ে হাসপাতালে ভর্তি হয়েছেন দুই হাজারের বেশি রোগী। [802, 520, 980, 590]
article-paragraph: ঢাকা বিশ্ববিদ্যালয়ের আইন বিভাগের এক অধ্যাপক বলেন, রাষ্ট্রের প্রতিটি প্রতিষ্ঠানকে জবাবদিহির আওতায় আনতে না পারলে মবতন্ত্র বন্ধ হবে না। বিনা বিচারে কাউকে শাস্তি দেওয়ার অধিকার কারও নেই— এ সত্য সবাইকে মনে রাখতে হবে। [26, 379, 204, 438]
article-headline: এসএসসি পরীক্ষার উত্তরপত্র মূল্যায়নে [40, 1226, 189, 1258]
article-paragraph: তিনি বলেন, 'পরীক্ষকদের স্পষ্ট বলা হয়েছে, উত্তরপত্র মূল্যায়নে কোনো ধরনের গাফিলতি সহ্য করা হবে না। শিক্ষার্থী যাতে প্রাপ্য নম্বর থেকে বঞ্চিত না হয়, তা নিশ্চিত করতে হবে। প্রতিটি উত্তরপত্র প্রধান পরীক্ষকের মাধ্যমে পুনঃযাচাই করা হবে।' [26, 1279, 204, 1337]
article-paragraph: প্রতিরক্ষা প্রতিনিধি হিসেবে সেনাপ্রধান 'ডিফেন্স সার্ভিসেস এশিয়া (ডিএসএ) ও ন্যাশনাল সিকিউরিটি এশিয়া ২০২৫' প্রদর্শনী পরিদর্শন করবেন। এশিয়ার অন্যতম বৃহৎ এই প্রতিরক্ষা প্রদর্শনীতে ৬০টির বেশি দেশের সাড়ে তিনশ প্রতিষ্ঠান অংশ নিচ্ছে। আন্তর্জাতিক প্রতিরক্ষা প্রযুক্তির সর্বশেষ উদ্ভাবন প্রদর্শিত হবে সেখানে। [802, 94, 980, 176]
article-headline: বাধ্য হয়ে জুলানির [649, 393, 745, 409]
article-paragraph: বিবৃতিতে তিনি আরও বলেন, সরকারকে অবিলম্বে গ্যাস অনুসন্ধানে দেশীয় সক্ষমতা বাড়াতে হবে। স্থলভাগ ও সমুদ্রে নতুন কূপ খনন কার্যক্রম জোরদার করতে হবে। এলএনজি আমদানিনির্ভরতা কমিয়ে দেশীয় উৎস থেকে গ্যাস উত্তোলনের উদ্যোগ নিতে হবে। ভোলার গ্যাস জাতীয় গ্রিডে যুক্ত করার দাবিও জানান তিনি। [220, 875, 398, 958]
article-paragraph: এ সময় কুয়ালালামপুরে নিযুক্ত বাংলাদেশের হাইকমিশনার ও প্রতিরক্ষা উপদেষ্টা তাঁকে স্বাগত জানাবেন। সফর শেষে ৩ মে তাঁর দেশে ফেরার কথা রয়েছে। [802, 258, 980, 304]
article-paragraph: সূত্র জানায়, সফরে প্রতিরক্ষা ক্রয় সংক্রান্ত কয়েকটি সমঝোতা স্মারক সইয়ের সম্ভাবনা রয়েছে। এছাড়া মালয়েশিয়ার শ্রমবাজারে বাংলাদেশি কর্মী পাঠানোর বিষয়টিও আলোচনায় আসতে পারে বলে কূটনৈতিক সূত্রে জানা গেছে। [608, 273, 786, 331]
masthead-emblem-icon [977, 42, 1003, 68]
article-paragraph: হয়েছে। চলতি এপ্রিল মাসের মধ্যেই আরও কয়েকটি দেশের সঙ্গে পারস্পরিক আইনি সহায়তা চুক্তির খসড়া চূড়ান্ত হবে বলে আশা করা হচ্ছে। বাংলাদেশ ব্যাংকের গভর্নর বলেন, পাচার হওয়া অর্থের বড় অংশ যুক্তরাজ্য, সিঙ্গাপুর, সংযুক্ত আরব আমিরাত ও যুক্তরাষ্ট্রে রয়েছে বলে প্রাথমিক তথ্য-উপাত্তে দেখা গেছে। [220, 132, 398, 214]
section-title: খবরের শেষাংশ [295, 30, 478, 63]
article-paragraph: সংশ্লিষ্টরা বলছেন, প্রতারণার শিকার হওয়া ঠেকাতে প্রতিটি এজেন্সির সঙ্গে হজযাত্রীদের চুক্তি অনলাইনে নিবন্ধনের ব্যবস্থা করা হয়েছে। এজেন্সিগুলো কোনো অতিরিক্ত অর্থ আদায় করলে লাইসেন্স বাতিলসহ জরিমানার বিধান রাখা হয়েছে। [414, 432, 592, 490]
article-paragraph: রয়টার্সের প্রতিবেদনে বলা হয়, ওয়াশিংটনের পাঠানো শর্তের তালিকা হাতে পাওয়ার কথা স্বীকার করেছে দামেস্ক। তবে কিছু শর্তকে 'অভ্যন্তরীণ বিষয়ে হস্তক্ষেপ' হিসেবে দেখছে তারা। [608, 582, 786, 629]
continued-from-label: প্রথম পৃষ্ঠার পর [672, 413, 722, 424]
